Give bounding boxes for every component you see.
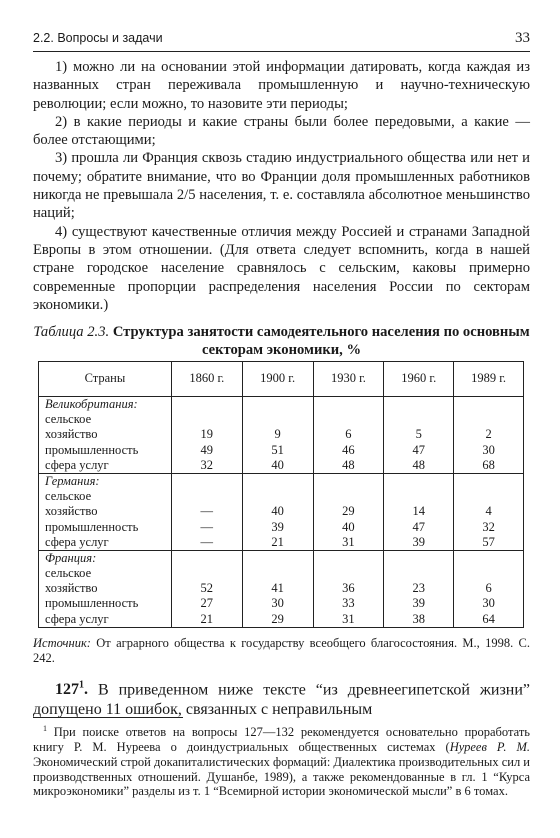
- table-value: —: [200, 534, 214, 549]
- page-number: 33: [515, 30, 530, 46]
- value-cell: [242, 473, 313, 550]
- column-header: 1900 г.: [242, 362, 313, 397]
- footnote-mark: 1: [43, 724, 47, 733]
- table-value: 41: [271, 581, 284, 596]
- value-cell: [171, 550, 242, 627]
- column-header: 1960 г.: [384, 362, 454, 397]
- country-group-row: [39, 473, 524, 550]
- value-cell: [313, 397, 384, 474]
- table-value: 6: [345, 427, 352, 442]
- question-2: 2) в какие периоды и какие страны были более передовыми, а какие — более отстающими;: [33, 113, 530, 149]
- table-value: —: [200, 519, 214, 534]
- table-value: 29: [271, 611, 284, 626]
- table-value: —: [200, 504, 214, 519]
- footnote-author: Нуреев Р. М.: [449, 739, 531, 754]
- table-value: 4: [485, 504, 492, 519]
- table-value: 14: [412, 504, 425, 519]
- footnote-divider: [33, 717, 183, 718]
- task-number: $127^1$.: [55, 680, 88, 699]
- table-value: 6: [485, 581, 492, 596]
- row-labels-cell: [39, 473, 172, 550]
- table-value: 36: [342, 581, 355, 596]
- row-labels-cell: [39, 550, 172, 627]
- value-cell: [454, 550, 524, 627]
- value-cell: [242, 397, 313, 474]
- question-4: 4) существуют качественные отличия между Россией и странами Западной Европы в этом отношении. (Для ответа следует вспомнить, когда в нашей стране городское население сравнялось с сельским, каковы примерно современные пропорции распределения населения России по секторам экономики.): [33, 223, 530, 313]
- table-value: 48: [342, 457, 355, 472]
- country-name: Франция:: [45, 550, 97, 565]
- source-text: От аграрного общества к государству всеобщего благосостояния. М., 1998. С. 242.: [33, 636, 531, 665]
- table-value: 30: [482, 442, 495, 457]
- table-value: 31: [342, 534, 355, 549]
- table-value: 52: [200, 581, 214, 596]
- row-labels-cell: [39, 397, 172, 474]
- table-value: 57: [482, 534, 495, 549]
- table-value: 40: [342, 519, 355, 534]
- task-text: В приведенном ниже тексте “из древнеегипетской жизни” допущено 11 ошибок, связанных с неправильным: [33, 681, 531, 718]
- sector-label: промышленность: [45, 442, 139, 457]
- table-value: 51: [271, 442, 284, 457]
- country-group-row: [39, 550, 524, 627]
- table-value: 32: [200, 457, 214, 472]
- value-cell: [454, 397, 524, 474]
- country-name: Великобритания:: [45, 397, 138, 411]
- table-value: 32: [482, 519, 495, 534]
- running-header: [33, 30, 530, 52]
- table-value: 64: [482, 611, 495, 626]
- value-cell: [313, 550, 384, 627]
- table-value: 21: [200, 611, 214, 626]
- table-value: 29: [342, 504, 355, 519]
- sector-label: промышленность: [45, 596, 139, 611]
- table-value: 27: [200, 596, 214, 611]
- table-value: 49: [200, 442, 214, 457]
- footnote-reference: 1: [79, 680, 84, 691]
- table-value: 48: [412, 457, 425, 472]
- column-header: 1989 г.: [454, 362, 524, 397]
- sector-label: сельское хозяйство: [45, 566, 98, 596]
- table-value: 21: [271, 534, 284, 549]
- value-cell: [242, 550, 313, 627]
- table-caption-title: Структура занятости самодеятельного населения по основным секторам экономики, %: [112, 324, 530, 358]
- value-cell: [171, 473, 242, 550]
- table-value: 5: [415, 427, 422, 442]
- value-cell: [313, 473, 384, 550]
- questions-block: [33, 58, 530, 314]
- table-value: 68: [482, 457, 495, 472]
- table-value: 30: [482, 596, 495, 611]
- employment-table: [38, 361, 524, 628]
- table-value: 33: [342, 596, 355, 611]
- column-header: 1930 г.: [313, 362, 384, 397]
- table-value: 46: [342, 442, 355, 457]
- country-name: Германия:: [45, 473, 100, 488]
- country-group-row: [39, 397, 524, 474]
- table-value: 47: [412, 442, 425, 457]
- value-cell: [384, 473, 454, 550]
- sector-label: сфера услуг: [45, 611, 109, 626]
- table-value: 2: [485, 427, 492, 442]
- table-header-row: [39, 362, 524, 397]
- value-cell: [384, 397, 454, 474]
- table-value: 39: [412, 534, 425, 549]
- table-value: 40: [271, 504, 284, 519]
- table-value: 39: [271, 519, 284, 534]
- value-cell: [454, 473, 524, 550]
- sector-label: сфера услуг: [45, 457, 109, 472]
- table-caption-label: Таблица 2.3.: [33, 324, 110, 340]
- column-header: 1860 г.: [171, 362, 242, 397]
- sector-label: сельское хозяйство: [45, 412, 98, 442]
- source-label: Источник:: [33, 636, 91, 650]
- footnote-text-1: При поиске ответов на вопросы 127—132 рекомендуется основательно проработать книгу Р. М. Нуреева о доиндустриальных общественных системах (: [33, 725, 531, 754]
- table-value: 23: [412, 581, 425, 596]
- value-cell: [384, 550, 454, 627]
- table-value: 39: [412, 596, 425, 611]
- table-value: 40: [271, 457, 284, 472]
- table-value: 30: [271, 596, 284, 611]
- table-value: 47: [412, 519, 425, 534]
- table-value: 19: [200, 427, 214, 442]
- task-127: [33, 676, 530, 719]
- sector-label: сельское хозяйство: [45, 489, 98, 519]
- table-source: [33, 636, 530, 666]
- question-3: 3) прошла ли Франция сквозь стадию индустриального общества или нет и почему; обратите внимание, что во Франции доля промышленных работников никогда не превышала 2/5 населения, т. е. составляла абсолютное меньшинство наций;: [33, 150, 530, 222]
- sector-label: промышленность: [45, 519, 139, 534]
- value-cell: [171, 397, 242, 474]
- footnote-text-2: Экономический строй докапиталистических формаций: Диалектика производительных сил и производственных отношений. Душанбе, 1989), а также рекомендованные в гл. 1 “Курса микроэкономики” разделы из т. 1 “Всемирной истории экономической мысли” в 6 томах.: [33, 754, 530, 799]
- table-value: 31: [342, 611, 355, 626]
- table-caption: [33, 323, 530, 359]
- column-header: Страны: [39, 362, 172, 397]
- question-1: 1) можно ли на основании этой информации датировать, когда каждая из названных стран переживала промышленную и научно-техническую революции; если можно, то назовите эти периоды;: [33, 59, 530, 112]
- table-value: 38: [412, 611, 425, 626]
- sector-label: сфера услуг: [45, 534, 109, 549]
- section-title: 2.2. Вопросы и задачи: [33, 31, 163, 45]
- table-value: 9: [274, 427, 281, 442]
- footnote: [33, 722, 530, 799]
